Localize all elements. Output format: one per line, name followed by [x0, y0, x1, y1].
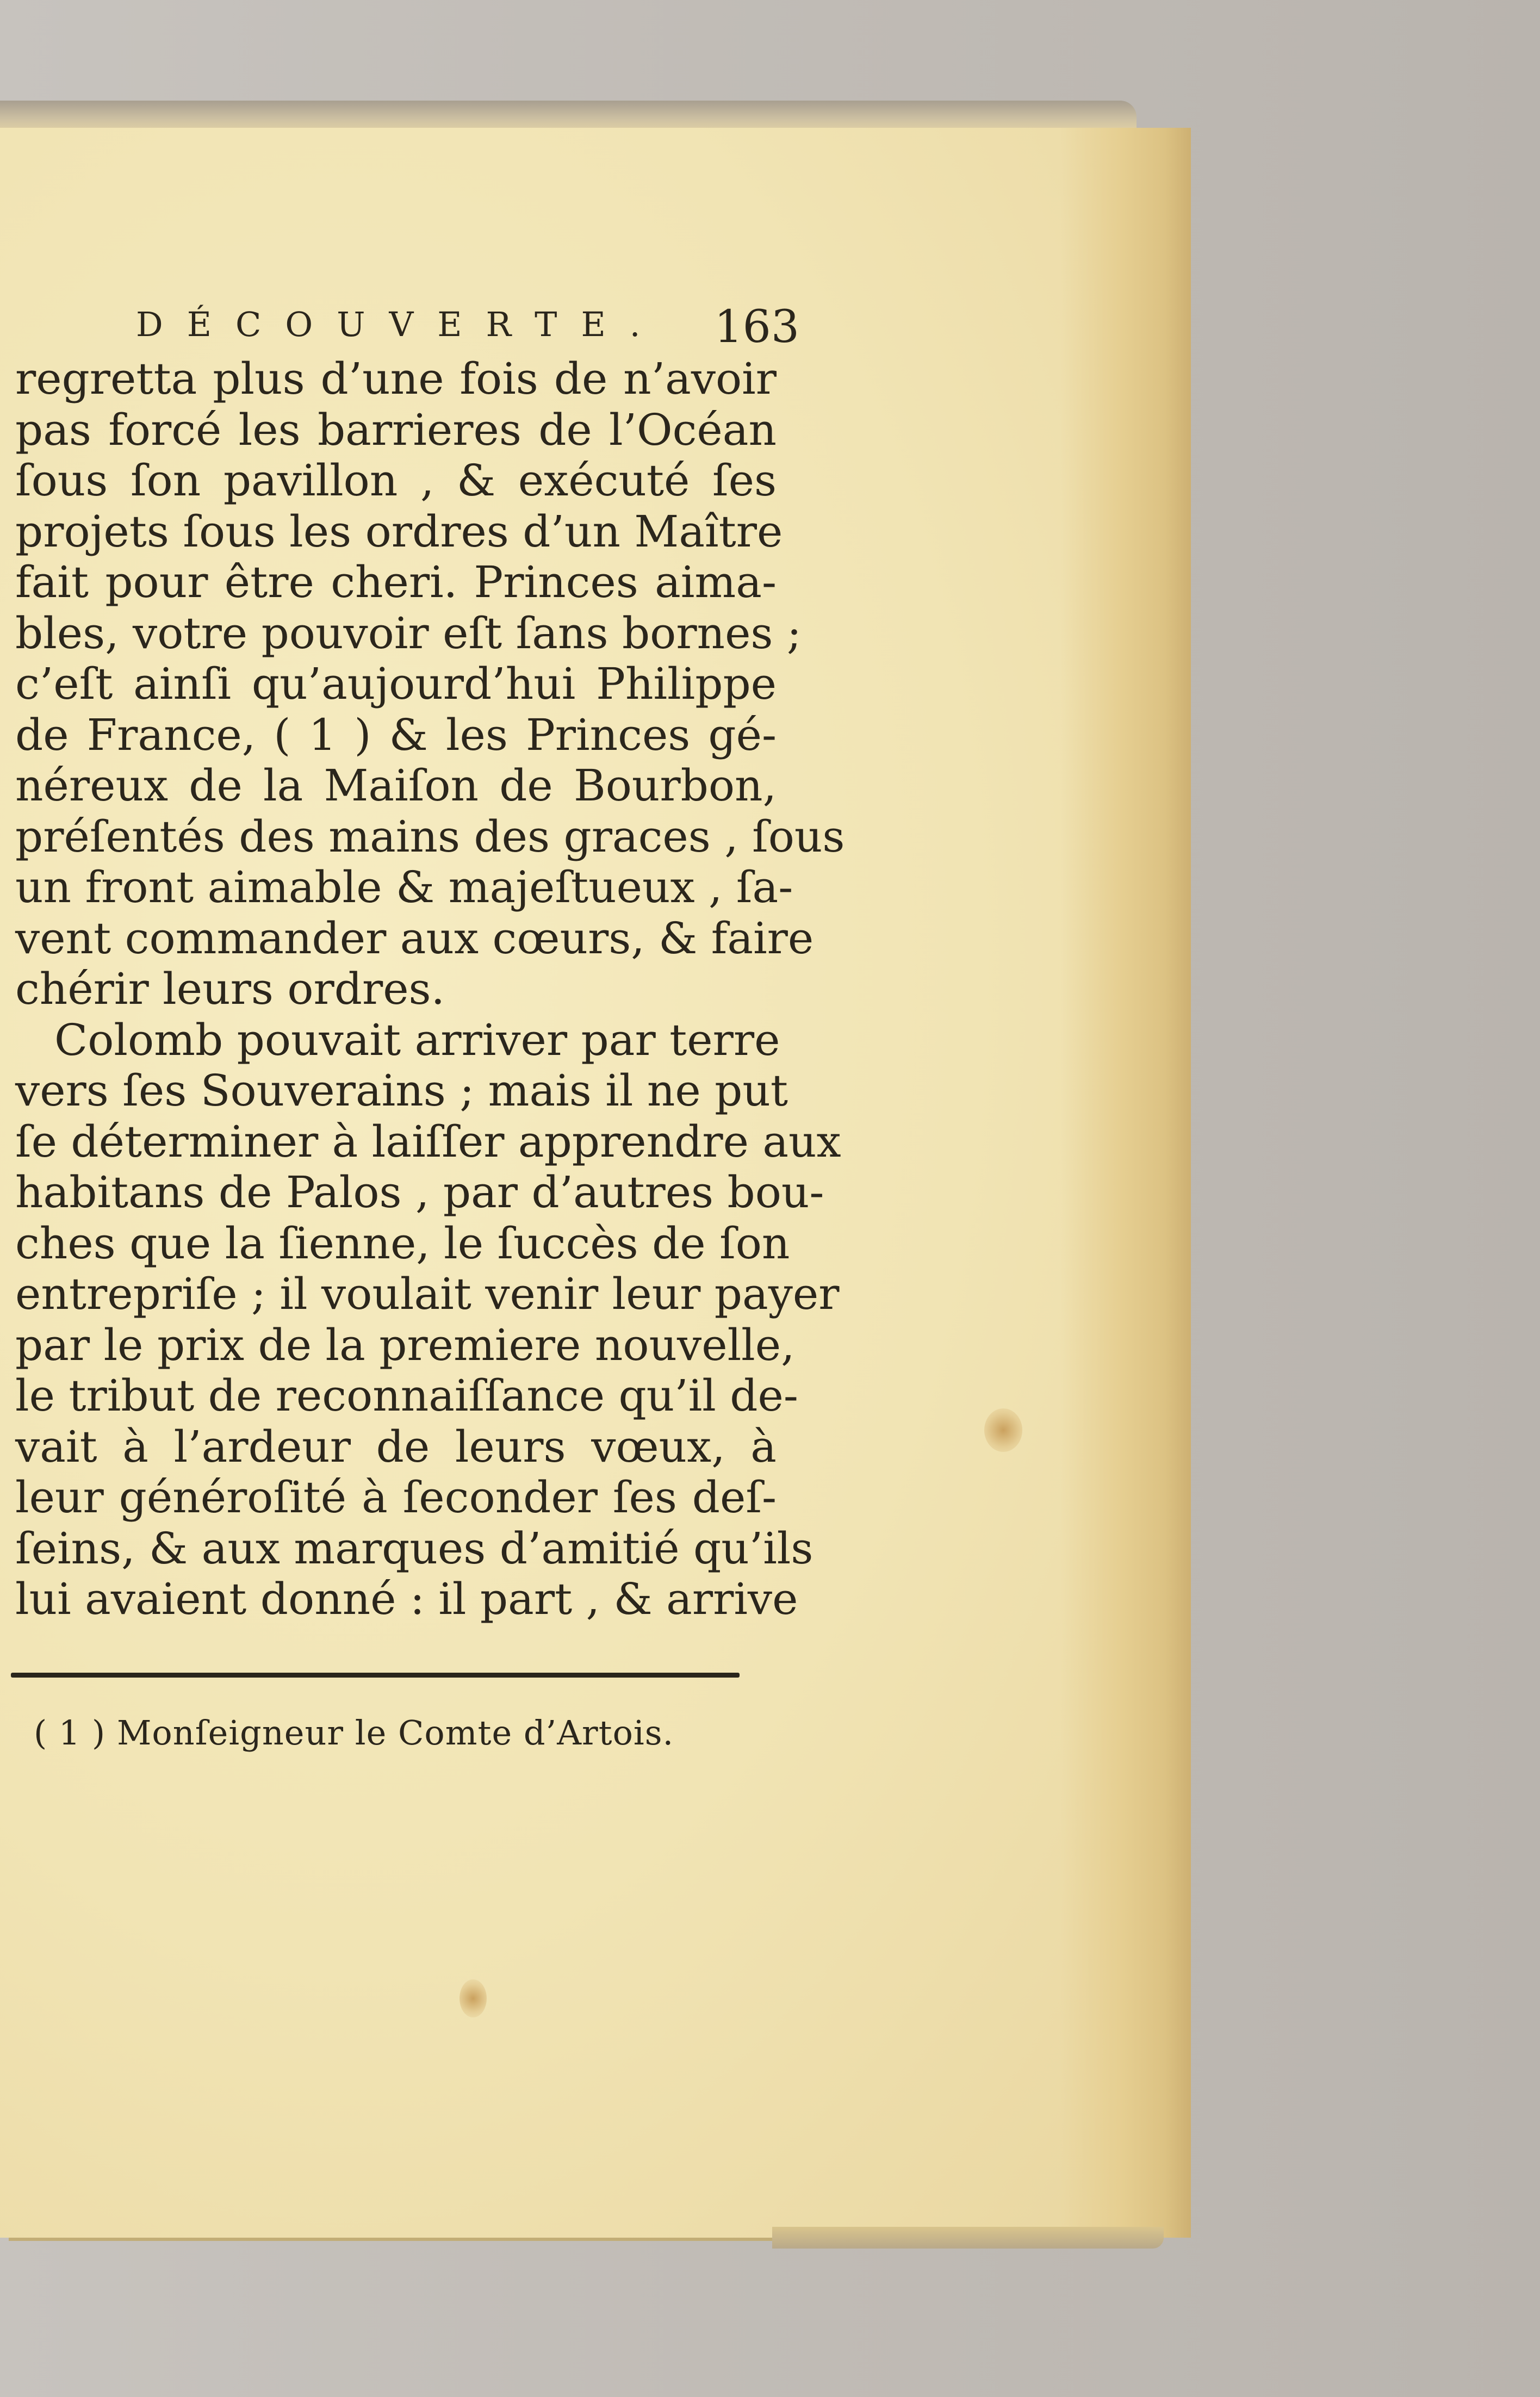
page-header: [136, 301, 799, 353]
text-line: habitans de Palos , par d’autres bou-: [15, 1167, 824, 1218]
text-line: lui avaient donné : il part , & arrive: [15, 1574, 798, 1624]
text-line: ſeins, & aux marques d’amitié qu’ils: [15, 1523, 814, 1574]
running-head: DÉCOUVERTE.: [136, 305, 665, 344]
text-line: par le prix de la premiere nouvelle,: [15, 1319, 795, 1370]
body-text: [15, 353, 845, 1625]
foxing-stain: [459, 1979, 487, 2017]
text-line: pas forcé les barrieres de l’Océan: [15, 404, 777, 455]
footnote: ( 1 ) Monſeigneur le Comte d’Artois.: [34, 1713, 674, 1753]
text-line: regretta plus d’une fois de n’avoir: [15, 353, 777, 404]
text-line: c’eſt ainſi qu’aujourd’hui Philippe: [15, 659, 777, 709]
foxing-stain: [984, 1408, 1022, 1452]
text-line: Colomb pouvait arriver par terre: [54, 1014, 780, 1065]
text-line: chérir leurs ordres.: [15, 964, 445, 1014]
footnote-rule: [11, 1673, 740, 1678]
text-line: projets ſous les ordres d’un Maître: [15, 506, 783, 557]
text-line: bles, votre pouvoir eſt ſans bornes ;: [15, 607, 802, 659]
text-line: entrepriſe ; il voulait venir leur payer: [15, 1269, 840, 1319]
page-bottom-edge: [772, 2227, 1164, 2249]
page-number: 163: [714, 301, 799, 353]
text-line: ches que la ſienne, le ſuccès de ſon: [15, 1218, 790, 1269]
text-line: un front aimable & majeſtueux , ſa-: [15, 862, 793, 912]
text-line: préſentés des mains des graces , ſous: [15, 811, 845, 862]
text-line: leur générοſité à ſeconder ſes deſ-: [15, 1472, 777, 1523]
text-line: fait pour être cheri. Princes aima-: [15, 557, 777, 607]
text-line: de France, ( 1 ) & les Princes gé-: [15, 709, 777, 760]
text-line: vait à l’ardeur de leurs vœux, à: [15, 1421, 777, 1472]
text-line: néreux de la Maiſon de Bourbon,: [15, 760, 777, 811]
page-stained-edge: [1060, 128, 1191, 2238]
text-line: vers ſes Souverains ; mais il ne put: [15, 1065, 788, 1116]
text-line: ſe déterminer à laiſſer apprendre aux: [15, 1116, 841, 1167]
text-line: vent commander aux cœurs, & faire: [15, 912, 814, 964]
text-line: ſous ſon pavillon , & exécuté ſes: [15, 455, 777, 506]
text-line: le tribut de reconnaiſſance qu’il de-: [15, 1370, 798, 1421]
